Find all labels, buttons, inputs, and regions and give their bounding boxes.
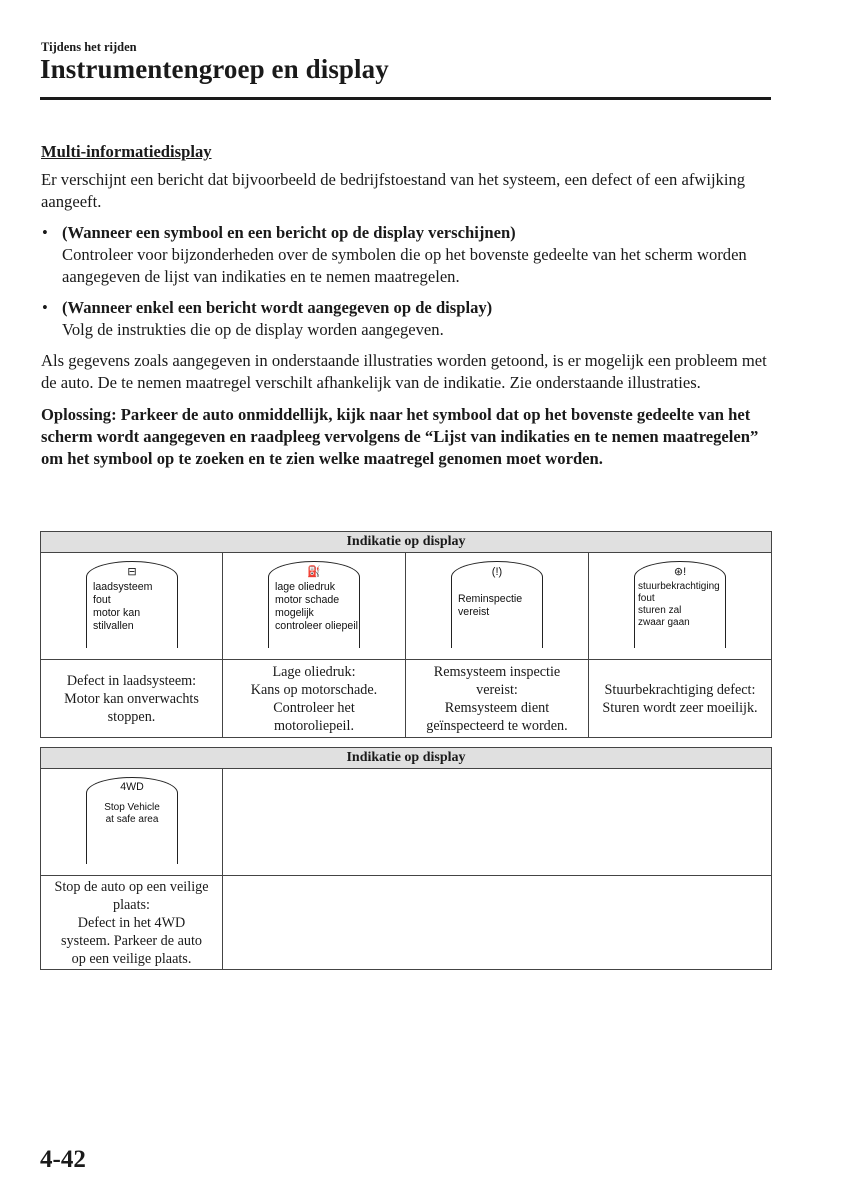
display-message: stuurbekrachtiging fout sturen zal zwaar gaan	[638, 581, 720, 628]
display-screen	[86, 561, 178, 648]
display-cell	[223, 553, 406, 660]
display-message: lage oliedruk motor schade mogelijk controleer oliepeil	[275, 581, 359, 632]
display-screen	[268, 561, 360, 648]
page-number: 4-42	[40, 1146, 86, 1173]
body-content	[41, 141, 774, 470]
description-cell	[223, 660, 406, 738]
description-text: Defect in laadsysteem: Motor kan onverwachts stoppen.	[64, 672, 199, 725]
section-label: Tijdens het rijden	[41, 40, 137, 54]
description-text: Stuurbekrachtiging defect: Sturen wordt zeer moeilijk.	[602, 681, 758, 716]
indication-table-2	[40, 747, 772, 970]
display-cell	[406, 553, 589, 660]
brake-warning-icon: (!)	[491, 566, 503, 578]
description-text: Remsysteem inspectie vereist: Remsysteem dient geïnspecteerd te worden.	[426, 663, 568, 734]
display-cell	[589, 553, 772, 660]
display-message: Stop Vehicle at safe area	[104, 802, 160, 825]
subheading: Multi-informatiedisplay	[41, 142, 212, 161]
display-message: laadsysteem fout motor kan stilvallen	[93, 581, 153, 632]
bullet-title: (Wanneer een symbool en een bericht op de display verschijnen)	[62, 223, 516, 242]
bullet-dot-icon: •	[42, 298, 48, 317]
display-screen	[634, 561, 726, 648]
description-text: Lage oliedruk: Kans op motorschade. Controleer het motoroliepeil.	[250, 663, 378, 734]
bullet-title: (Wanneer enkel een bericht wordt aangegeven op de display)	[62, 298, 493, 317]
bullet-item	[41, 297, 774, 341]
bullet-list	[41, 222, 774, 341]
bullet-dot-icon: •	[42, 223, 48, 242]
description-cell	[406, 660, 589, 738]
title-divider	[40, 97, 771, 100]
bullet-text: Volg de instrukties die op de display worden aangegeven.	[62, 320, 444, 339]
display-screen	[86, 777, 178, 864]
indication-table-1	[40, 531, 772, 738]
description-cell	[589, 660, 772, 738]
empty-cell	[223, 769, 772, 876]
table-header: Indikatie op display	[41, 532, 772, 553]
bullet-item	[41, 222, 774, 288]
steering-warning-icon: ⊛!	[673, 566, 687, 578]
bullet-text: Controleer voor bijzonderheden over de symbolen die op het bovenste gedeelte van het scherm worden aangegeven de lijst van indikaties en te nemen maatregelen.	[62, 245, 747, 286]
display-cell	[41, 769, 223, 876]
intro-paragraph: Er verschijnt een bericht dat bijvoorbeeld de bedrijfstoestand van het systeem, een defect of een afwijking aangeeft.	[41, 170, 746, 211]
battery-icon: ⊟	[127, 566, 137, 578]
description-cell	[41, 660, 223, 738]
warning-paragraph: Als gegevens zoals aangegeven in onderstaande illustraties worden getoond, is er mogelijk een probleem met de auto. De te nemen maatregel verschilt afhankelijk van de indikatie. Zie onderstaande illustraties.	[41, 351, 767, 392]
page-title: Instrumentengroep en display	[40, 54, 389, 84]
display-cell	[41, 553, 223, 660]
display-message: Reminspectie vereist	[458, 593, 523, 618]
solution-paragraph: Oplossing: Parkeer de auto onmiddellijk, kijk naar het symbool dat op het bovenste gedeelte van het scherm wordt aangegeven en raadpleeg vervolgens de “Lijst van indikaties en te nemen maatregelen” om het symbool op te zoeken en te zien welke maatregel genomen moet worden.	[41, 405, 759, 468]
4wd-label: 4WD	[120, 781, 144, 793]
description-text: Stop de auto op een veilige plaats: Defect in het 4WD systeem. Parkeer de auto op een veilige plaats.	[54, 878, 209, 967]
oil-can-icon: ⛽	[307, 566, 321, 578]
description-cell	[41, 876, 223, 970]
display-screen	[451, 561, 543, 648]
empty-cell	[223, 876, 772, 970]
table-header: Indikatie op display	[41, 748, 772, 769]
